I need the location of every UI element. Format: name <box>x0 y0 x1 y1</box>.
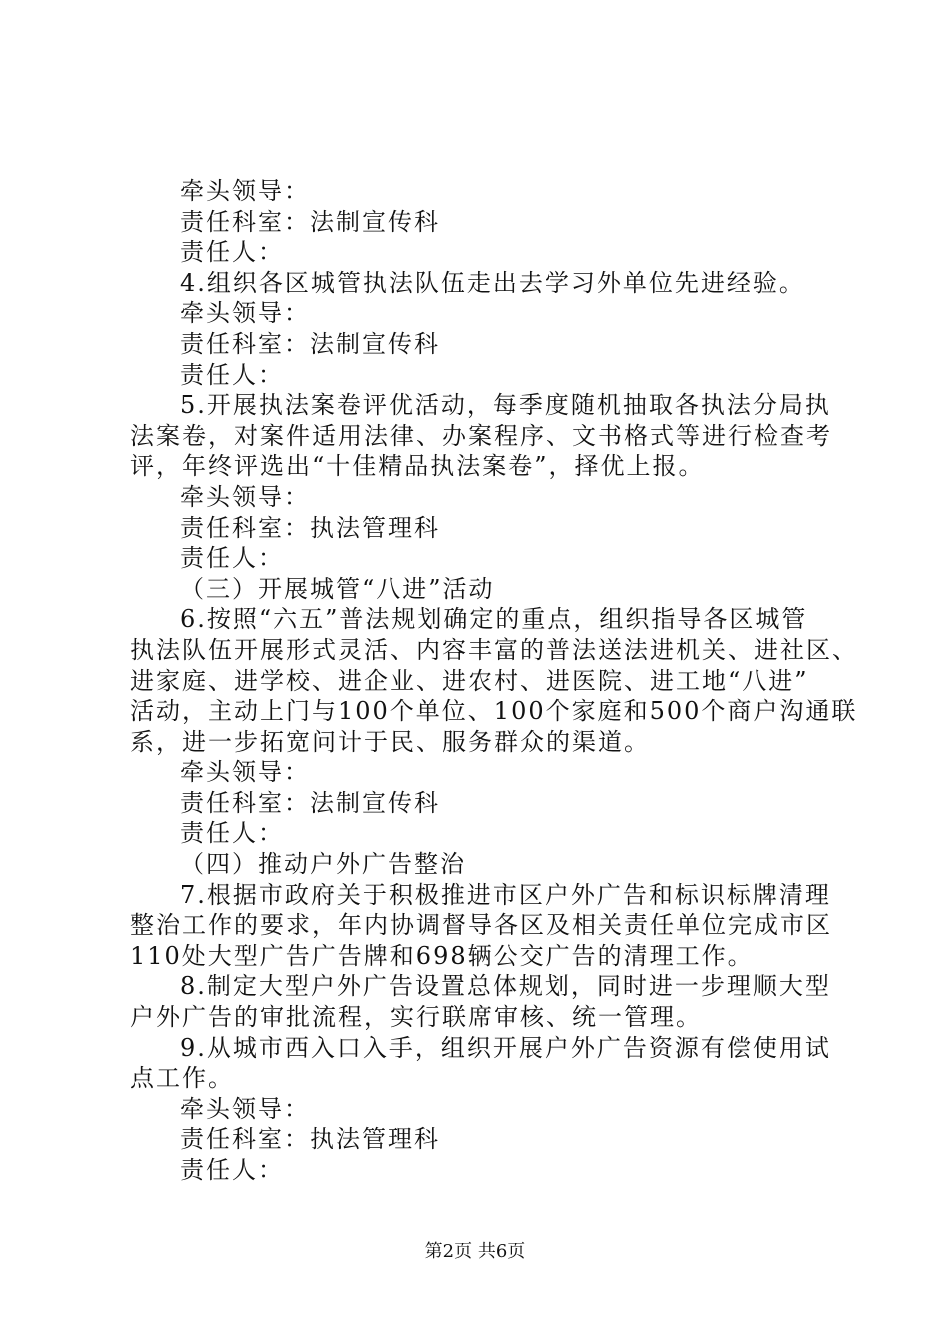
section-heading: （四）推动户外广告整治 <box>180 850 466 879</box>
document-body <box>130 176 858 1186</box>
text-line: 点工作。 <box>130 1064 234 1093</box>
text-line: 责任人： <box>180 544 284 573</box>
text-line: 责任科室：执法管理科 <box>180 1125 440 1154</box>
text-line: 7.根据市政府关于积极推进市区户外广告和标识标牌清理 <box>180 880 831 909</box>
text-line: 责任人： <box>180 238 284 267</box>
text-line: 责任科室：法制宣传科 <box>180 329 440 358</box>
text-line: 110处大型广告广告牌和698辆公交广告的清理工作。 <box>130 941 754 970</box>
text-line: 牵头领导： <box>180 177 310 205</box>
text-line: 活动，主动上门与100个单位、100个家庭和500个商户沟通联 <box>130 697 858 726</box>
text-line: 8.制定大型户外广告设置总体规划，同时进一步理顺大型 <box>180 972 831 1001</box>
text-line: 执法队伍开展形式灵活、内容丰富的普法送法进机关、进社区、 <box>130 635 858 664</box>
text-line: 9.从城市西入口入手，组织开展户外广告资源有偿使用试 <box>180 1033 831 1062</box>
text-line: 牵头领导： <box>180 482 310 511</box>
text-line: 系，进一步拓宽问计于民、服务群众的渠道。 <box>130 727 650 756</box>
text-line: 法案卷，对案件适用法律、办案程序、文书格式等进行检查考 <box>130 421 832 450</box>
text-line: 户外广告的审批流程，实行联席审核、统一管理。 <box>130 1003 702 1032</box>
text-line: 牵头领导： <box>180 299 310 328</box>
text-line: 评，年终评选出“十佳精品执法案卷”，择优上报。 <box>130 452 705 481</box>
text-line: 责任科室：法制宣传科 <box>180 207 440 236</box>
text-line: 6.按照“六五”普法规划确定的重点，组织指导各区城管 <box>180 605 808 634</box>
text-line: 进家庭、进学校、进企业、进农村、进医院、进工地“八进” <box>130 666 809 695</box>
text-line: 责任科室：法制宣传科 <box>180 788 440 817</box>
page-number-footer: 第2页 共6页 <box>424 1241 526 1262</box>
text-line: 牵头领导： <box>180 1094 310 1123</box>
text-line: 5.开展执法案卷评优活动，每季度随机抽取各执法分局执 <box>180 391 831 420</box>
text-line: 责任人： <box>180 819 284 848</box>
text-line: 4.组织各区城管执法队伍走出去学习外单位先进经验。 <box>180 268 805 297</box>
text-line: 责任科室：执法管理科 <box>180 513 440 542</box>
text-line: 责任人： <box>180 1156 284 1184</box>
section-heading: （三）开展城管“八进”活动 <box>180 574 495 603</box>
text-line: 整治工作的要求，年内协调督导各区及相关责任单位完成市区 <box>130 911 832 940</box>
text-line: 牵头领导： <box>180 758 310 787</box>
text-line: 责任人： <box>180 360 284 389</box>
